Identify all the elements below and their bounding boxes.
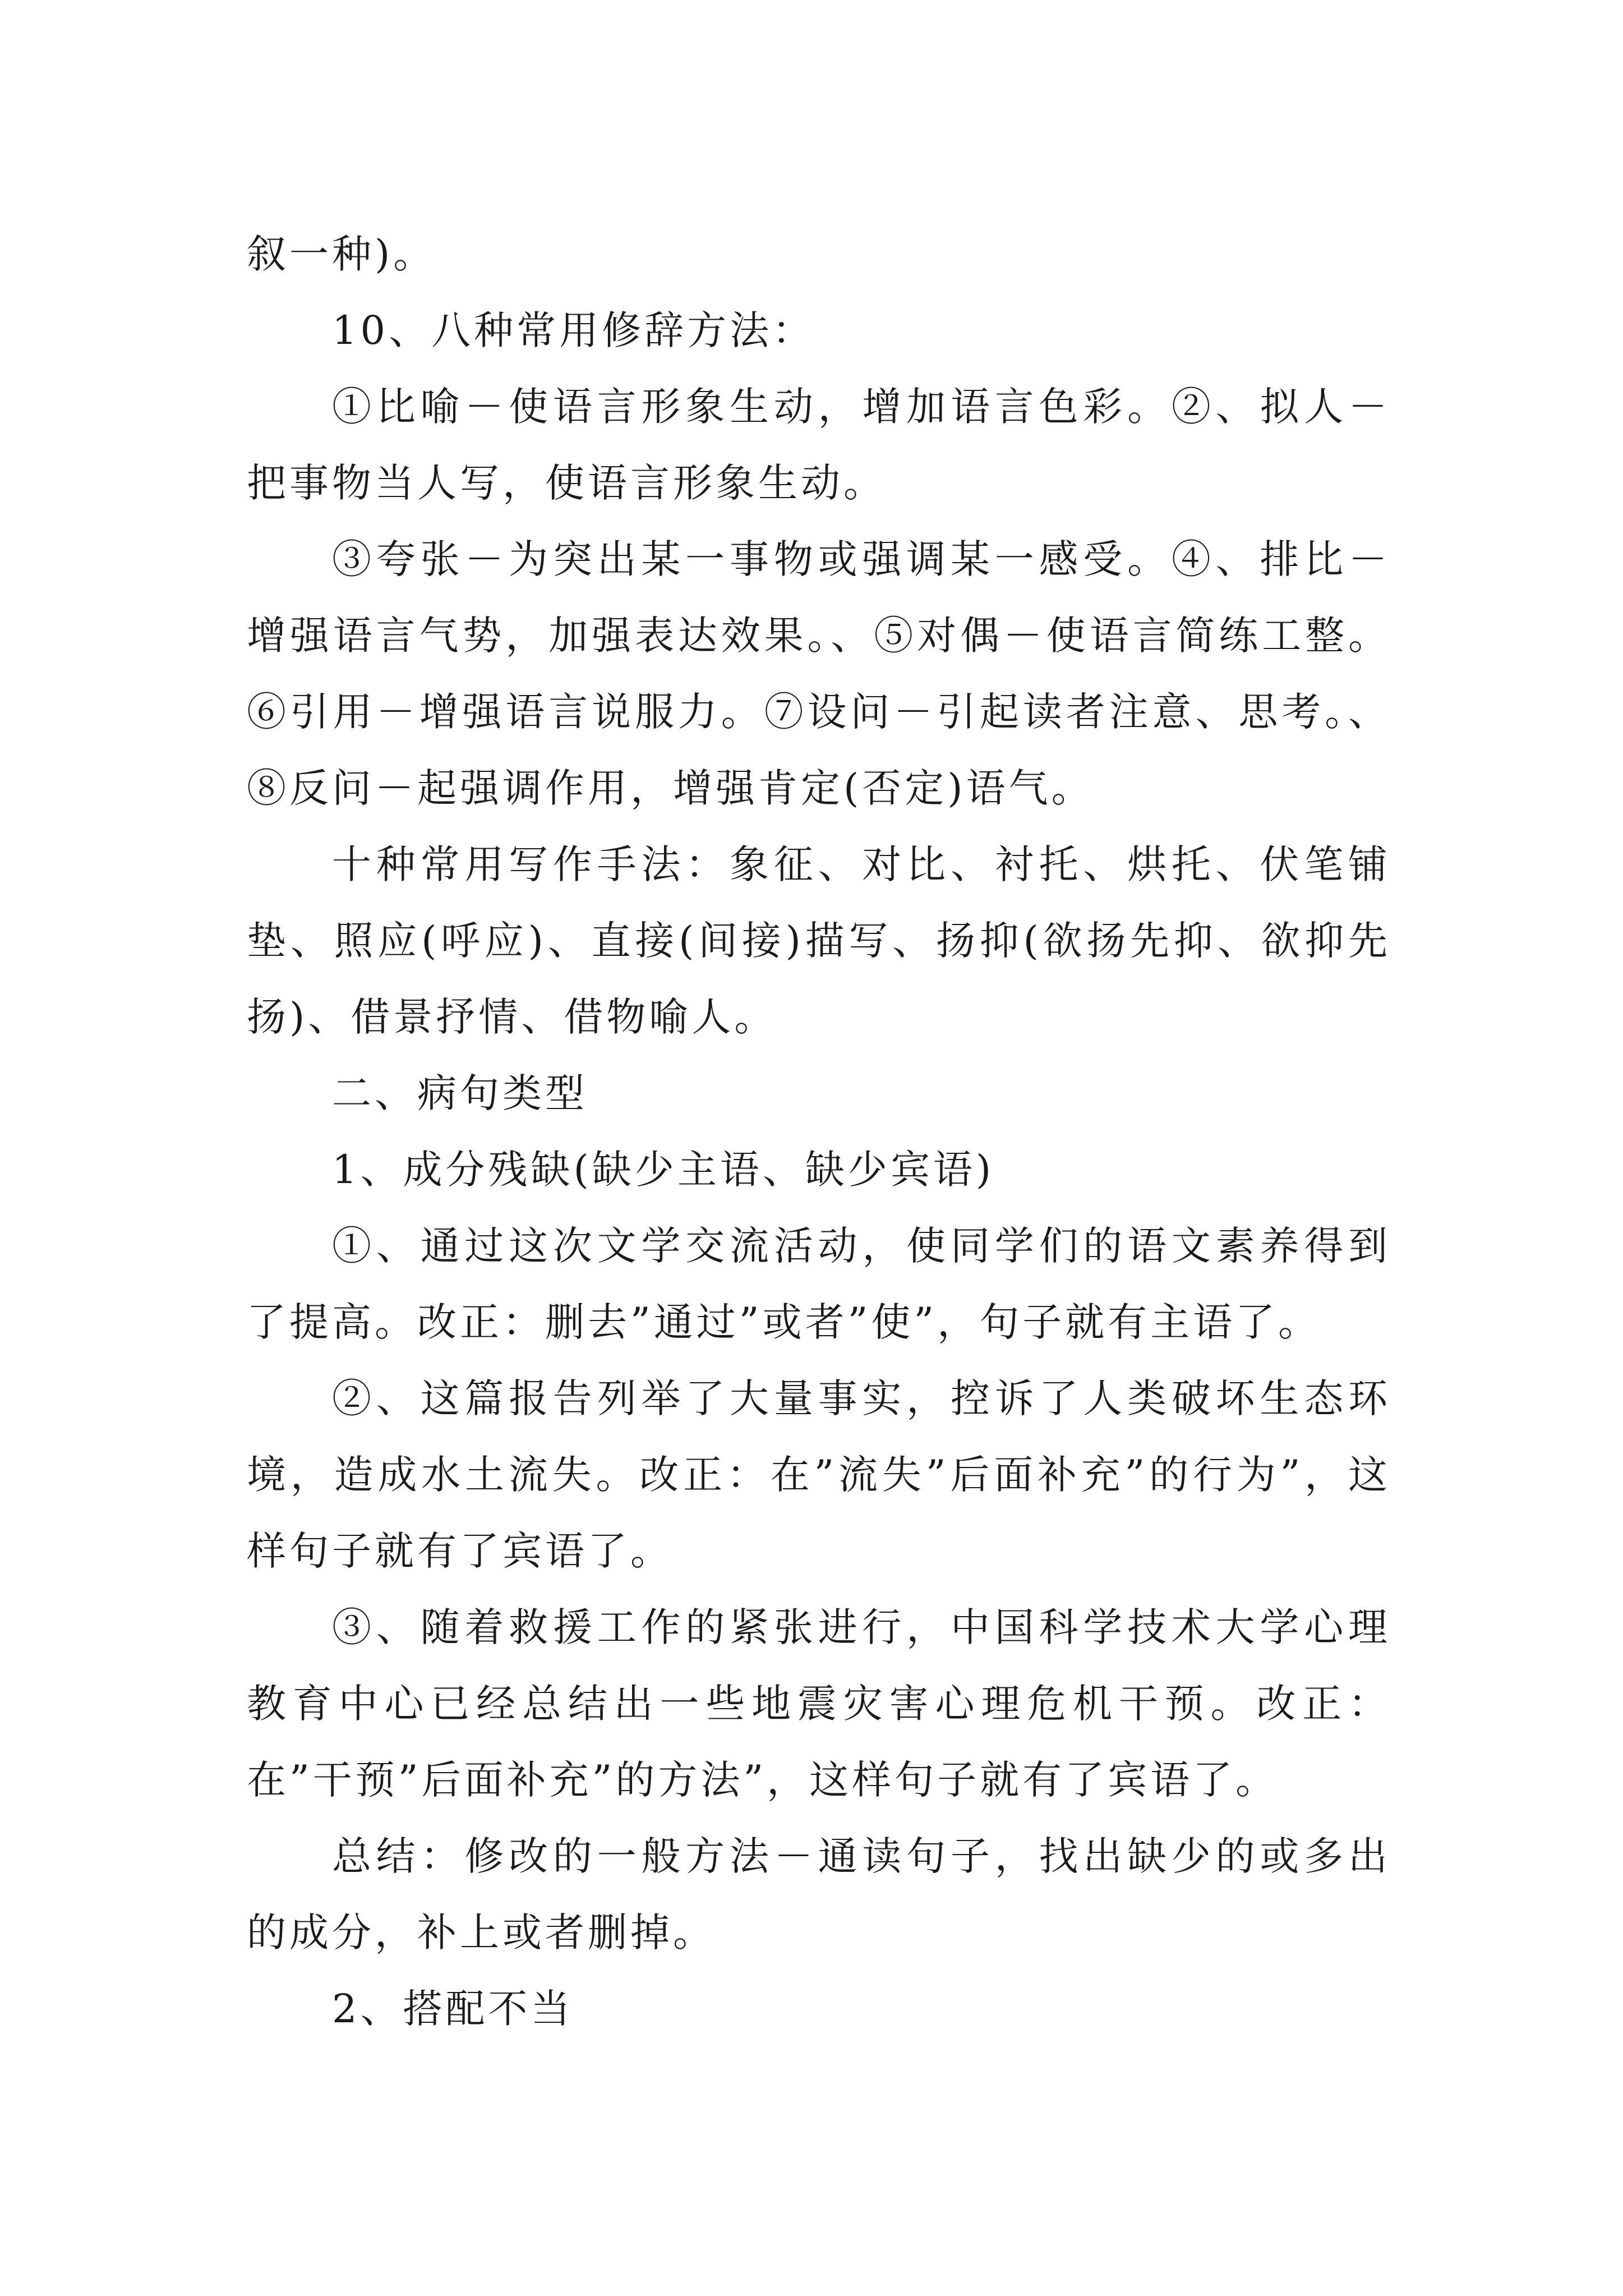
subheading-improper-collocation: 2、搭配不当 — [332, 1986, 574, 2032]
heading-sentence-error-types: 二、病句类型 — [332, 1070, 588, 1116]
example-1-missing-subject: ①、通过这次文学交流活动，使同学们的语文素养得到了提高。改正：删去”通过”或者”使”，句子就有主语了。 — [247, 1223, 1391, 1345]
subheading-missing-components: 1、成分残缺(缺少主语、缺少宾语) — [332, 1147, 995, 1193]
example-2-missing-object: ②、这篇报告列举了大量事实，控诉了人类破坏生态环境，造成水土流失。改正：在”流失”后面补充”的行为”，这样句子就有了宾语了。 — [247, 1375, 1391, 1574]
paragraph-rhetoric-3-8: ③夸张－为突出某一事物或强调某一感受。④、排比－增强语言气势，加强表达效果。、⑤对偶－使语言简练工整。⑥引用－增强语言说服力。⑦设问－引起读者注意、思考。、⑧反问－起强调作用，增强肯定(否定)语气。 — [247, 536, 1391, 811]
paragraph-writing-techniques: 十种常用写作手法：象征、对比、衬托、烘托、伏笔铺垫、照应(呼应)、直接(间接)描写、扬抑(欲扬先抑、欲抑先扬)、借景抒情、借物喻人。 — [247, 841, 1391, 1040]
example-3-missing-object: ③、随着救援工作的紧张进行，中国科学技术大学心理教育中心已经总结出一些地震灾害心理危机干预。改正：在”干预”后面补充”的方法”，这样句子就有了宾语了。 — [247, 1604, 1391, 1803]
heading-rhetoric-methods: 10、八种常用修辞方法： — [332, 307, 815, 353]
paragraph-rhetoric-1-2: ①比喻－使语言形象生动，增加语言色彩。②、拟人－把事物当人写，使语言形象生动。 — [247, 384, 1391, 506]
paragraph-summary: 总结：修改的一般方法－通读句子，找出缺少的或多出的成分，补上或者删掉。 — [247, 1833, 1391, 1955]
document-body — [247, 216, 1391, 2047]
paragraph-continuation: 叙一种)。 — [247, 231, 436, 277]
